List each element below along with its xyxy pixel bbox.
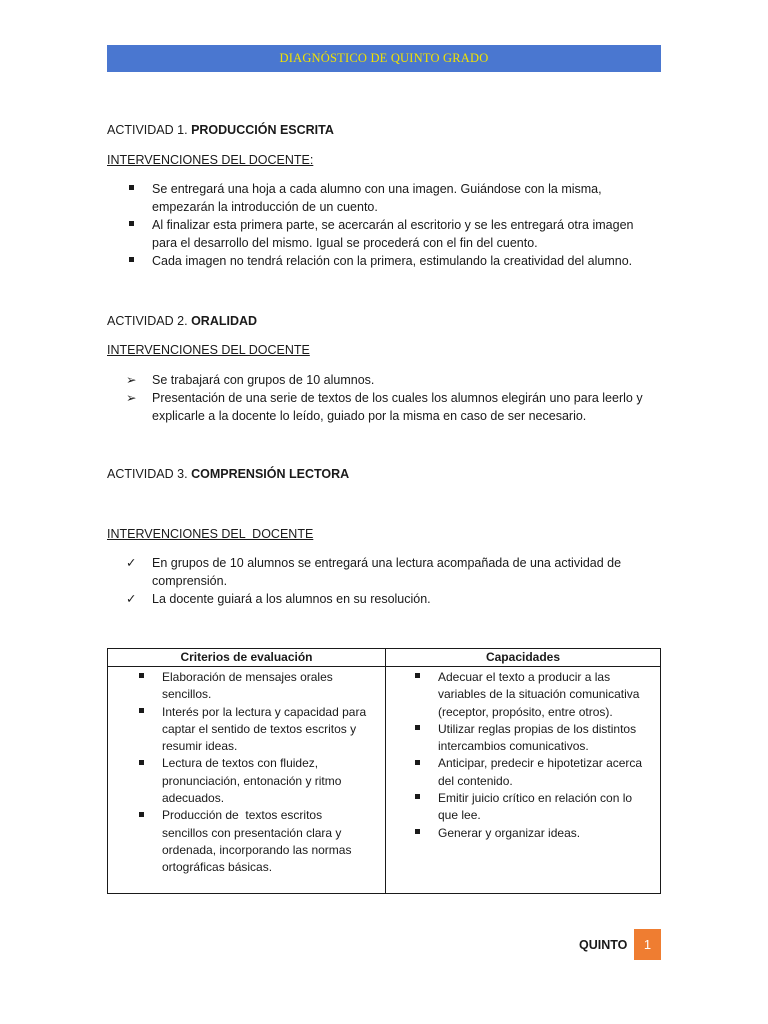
- square-bullet-icon: [136, 669, 144, 686]
- arrow-bullet-icon: ➢: [126, 391, 137, 405]
- list-item: ➢ Se trabajará con grupos de 10 alumnos.: [126, 373, 375, 387]
- list-item: Elaboración de mensajes orales sencillos.: [136, 669, 379, 704]
- activity-2-name: ORALIDAD: [191, 314, 258, 328]
- square-bullet-icon: [136, 704, 144, 721]
- capacities-column-header: Capacidades: [386, 649, 661, 667]
- list-item: Generar y organizar ideas.: [412, 825, 654, 842]
- list-item: Emitir juicio crítico en relación con lo que lee.: [412, 790, 654, 825]
- list-item: Lectura de textos con fluidez, pronunciación, entonación y ritmo adecuados.: [136, 755, 379, 807]
- square-bullet-icon: [126, 216, 146, 234]
- activity-2-interventions-heading: INTERVENCIONES DEL DOCENTE: [107, 343, 310, 357]
- activity-3-name: COMPRENSIÓN LECTORA: [191, 467, 350, 481]
- table-header-row: [108, 649, 661, 667]
- list-item: Producción de textos escritos sencillos con presentación clara y ordenada, incorporando las normas ortográficas básicas.: [136, 807, 379, 876]
- square-bullet-icon: [412, 669, 420, 686]
- activity-1-label: ACTIVIDAD 1.: [107, 123, 188, 137]
- checkmark-bullet-icon: ✓: [126, 556, 137, 570]
- activity-3-list: [126, 554, 621, 608]
- footer-label: QUINTO: [579, 938, 628, 952]
- page-number-badge: 1: [634, 929, 661, 960]
- list-item: Interés por la lectura y capacidad para captar el sentido de textos escritos y resumir ideas.: [136, 704, 379, 756]
- square-bullet-icon: [136, 807, 144, 824]
- activity-1-list: [126, 180, 633, 270]
- arrow-bullet-icon: ➢: [126, 373, 137, 387]
- table-row: [108, 667, 661, 894]
- activity-1-interventions-heading: INTERVENCIONES DEL DOCENTE:: [107, 153, 314, 167]
- criteria-cell: [108, 667, 386, 894]
- list-item: ➢ Presentación de una serie de textos de los cuales los alumnos elegirán uno para leerlo y explicarle a la docente lo leído, guiado por la misma en caso de ser necesario.: [126, 391, 643, 423]
- square-bullet-icon: [412, 755, 420, 772]
- square-bullet-icon: [126, 252, 146, 270]
- square-bullet-icon: [412, 790, 420, 807]
- activity-3-heading: [107, 467, 349, 481]
- list-item: ✓ En grupos de 10 alumnos se entregará una lectura acompañada de una actividad de comprensión.: [126, 556, 622, 588]
- list-item: Al finalizar esta primera parte, se acercarán al escritorio y se les entregará otra imagen para el desarrollo del mismo. Igual se procederá con el fin del cuento.: [126, 216, 633, 252]
- activity-3-interventions-heading: INTERVENCIONES DEL DOCENTE: [107, 527, 314, 541]
- activity-2-label: ACTIVIDAD 2.: [107, 314, 188, 328]
- document-title: DIAGNÓSTICO DE QUINTO GRADO: [279, 51, 489, 65]
- activity-2-list: [126, 371, 643, 425]
- list-item: Utilizar reglas propias de los distintos intercambios comunicativos.: [412, 721, 654, 756]
- document-title-banner: [107, 45, 661, 72]
- square-bullet-icon: [412, 721, 420, 738]
- criteria-column-header: Criterios de evaluación: [108, 649, 386, 667]
- activity-1-heading: [107, 123, 334, 137]
- square-bullet-icon: [126, 180, 146, 198]
- checkmark-bullet-icon: ✓: [126, 592, 137, 606]
- activity-1-name: PRODUCCIÓN ESCRITA: [191, 123, 334, 137]
- activity-2-heading: [107, 314, 257, 328]
- list-item: Anticipar, predecir e hipotetizar acerca del contenido.: [412, 755, 654, 790]
- capacities-cell: [386, 667, 661, 894]
- evaluation-table: [107, 648, 661, 894]
- activity-3-label: ACTIVIDAD 3.: [107, 467, 188, 481]
- square-bullet-icon: [412, 825, 420, 842]
- list-item: ✓ La docente guiará a los alumnos en su resolución.: [126, 592, 431, 606]
- list-item: Adecuar el texto a producir a las variables de la situación comunicativa (receptor, propósito, entre otros).: [412, 669, 654, 721]
- square-bullet-icon: [136, 755, 144, 772]
- list-item: Cada imagen no tendrá relación con la primera, estimulando la creatividad del alumno.: [126, 252, 633, 270]
- list-item: Se entregará una hoja a cada alumno con una imagen. Guiándose con la misma, empezarán la introducción de un cuento.: [126, 180, 633, 216]
